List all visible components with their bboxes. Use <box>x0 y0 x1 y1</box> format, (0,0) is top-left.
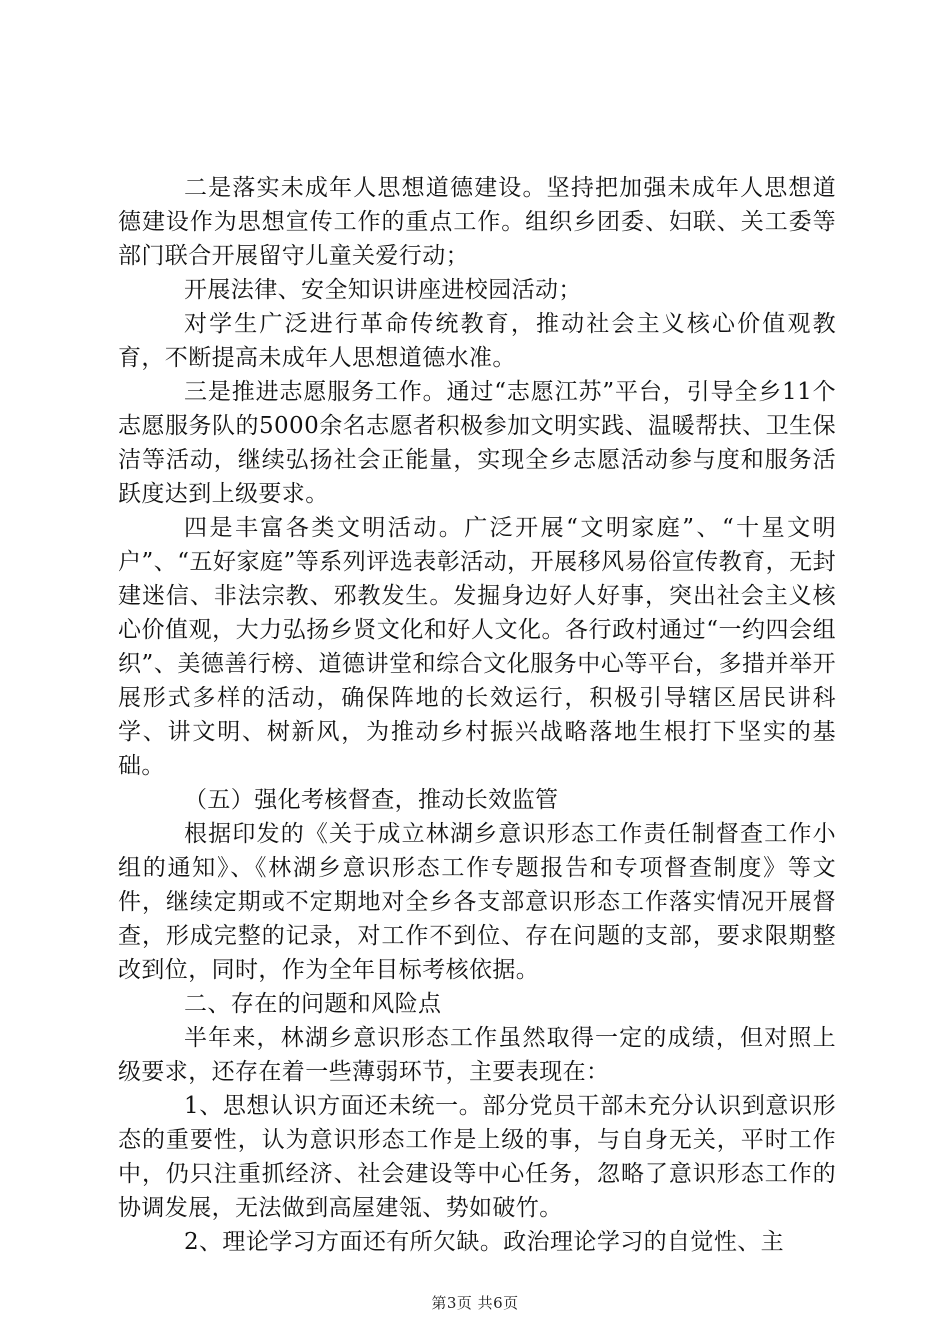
paragraph-problem-1: 1、思想认识方面还未统一。部分党员干部未充分认识到意识形态的重要性，认为意识形态工作是上级的事，与自身无关，平时工作中，仍只注重抓经济、社会建设等中心任务，忽略了意识形态工作的协调发展，无法做到高屋建瓴、势如破竹。 <box>118 1093 836 1221</box>
paragraph-half-year-summary: 半年来，林湖乡意识形态工作虽然取得一定的成绩，但对照上级要求，还存在着一些薄弱环节，主要表现在： <box>118 1025 836 1085</box>
section-heading-problems: 二、存在的问题和风险点 <box>184 991 442 1017</box>
paragraph-civilization-activities: 四是丰富各类文明活动。广泛开展“文明家庭”、“十星文明户”、“五好家庭”等系列评选表彰活动，开展移风易俗宣传教育，无封建迷信、非法宗教、邪教发生。发掘身边好人好事，突出社会主义核心价值观，大力弘扬乡贤文化和好人文化。各行政村通过“一约四会组织”、美德善行榜、道德讲堂和综合文化服务中心等平台，多措并举开展形式多样的活动，确保阵地的长效运行，积极引导辖区居民讲科学、讲文明、树新风，为推动乡村振兴战略落地生根打下坚实的基础。 <box>118 515 836 779</box>
section-heading-assessment: （五）强化考核督查，推动长效监管 <box>184 787 559 813</box>
page-number-footer: 第3页 共6页 <box>431 1294 519 1312</box>
document-body <box>118 171 836 1259</box>
paragraph-revolutionary-education: 对学生广泛进行革命传统教育，推动社会主义核心价值观教育，不断提高未成年人思想道德水准。 <box>118 311 836 371</box>
paragraph-law-safety-lectures: 开展法律、安全知识讲座进校园活动； <box>184 277 582 303</box>
paragraph-problem-2: 2、理论学习方面还有所欠缺。政治理论学习的自觉性、主 <box>184 1229 785 1255</box>
paragraph-volunteer-service: 三是推进志愿服务工作。通过“志愿江苏”平台，引导全乡11个志愿服务队的5000余名志愿者积极参加文明实践、温暖帮扶、卫生保洁等活动，继续弘扬社会正能量，实现全乡志愿活动参与度和服务活跃度达到上级要求。 <box>118 379 836 507</box>
paragraph-supervision: 根据印发的《关于成立林湖乡意识形态工作责任制督查工作小组的通知》、《林湖乡意识形态工作专题报告和专项督查制度》等文件，继续定期或不定期地对全乡各支部意识形态工作落实情况开展督查，形成完整的记录，对工作不到位、存在问题的支部，要求限期整改到位，同时，作为全年目标考核依据。 <box>118 821 836 983</box>
paragraph-minor-moral-education: 二是落实未成年人思想道德建设。坚持把加强未成年人思想道德建设作为思想宣传工作的重点工作。组织乡团委、妇联、关工委等部门联合开展留守儿童关爱行动； <box>118 175 836 269</box>
